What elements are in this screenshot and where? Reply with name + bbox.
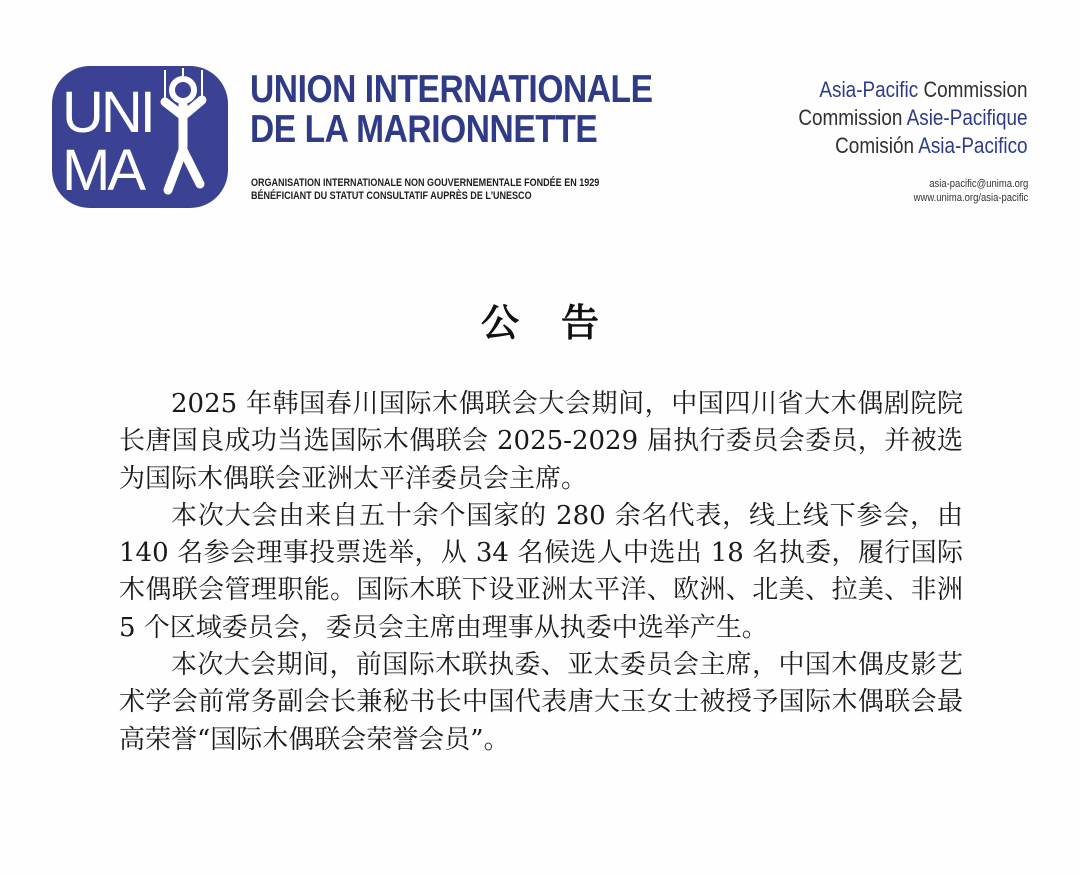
website-base: www.unima.org/ [913,192,981,204]
logo-text-top: UNI [62,80,153,145]
commission-french-word: Commission [798,105,908,130]
contact-email [913,177,1028,191]
notice-paragraph-3: 本次大会期间，前国际木联执委、亚太委员会主席，中国木偶皮影艺术学会前常务副会长兼秘书长中国代表唐大玉女士被授予国际木偶联会最高荣誉“国际木偶联会荣誉会员”。 [119,650,963,755]
email-local-part: asia-pacific [928,178,977,190]
notice-paragraph-2: 本次大会由来自五十余个国家的 280 余名代表，线上线下参会，由 140 名参会理事投票选举，从 34 名候选人中选出 18 名执委，履行国际木偶联会管理职能。国际木联下设亚洲太平洋、欧洲、北美、拉美、非洲 5 个区域委员会，委员会主席由理事从执委中选举产生。 [119,500,963,643]
notice-paragraph-1: 2025 年韩国春川国际木偶联会大会期间，中国四川省大木偶剧院院长唐国良成功当选国际木偶联会 2025-2029 届执行委员会委员，并被选为国际木偶联会亚洲太平洋委员会主席。 [119,389,963,494]
commission-french-region: Asie-Pacifique [907,105,1028,130]
org-subtitle-line2: BÉNÉFICIANT DU STATUT CONSULTATIF AUPRÈS DE L'UNESCO [251,190,532,202]
org-name [250,68,653,151]
commission-english-word: Commission [918,77,1028,102]
org-name-line2: DE LA MARIONNETTE [250,108,598,151]
logo-text-bottom: MA [62,138,143,203]
commission-spanish [799,132,1028,160]
website-path: asia-pacific [980,192,1028,204]
unima-logo [52,66,228,208]
notice-title: 公告 [480,300,641,345]
commission-english [799,76,1028,104]
contact-info [913,177,1028,205]
org-subtitle-line1: ORGANISATION INTERNATIONALE NON GOUVERNEMENTALE FONDÉE EN 1929 [251,177,600,189]
contact-website [913,191,1028,205]
org-name-line1: UNION INTERNATIONALE [250,68,653,111]
commission-spanish-word: Comisión [835,133,919,158]
notice-body [119,386,963,759]
org-subtitle [251,177,599,203]
commission-names [799,76,1028,160]
commission-english-region: Asia-Pacific [819,77,919,102]
commission-spanish-region: Asia-Pacifico [918,133,1028,158]
commission-french [799,104,1028,132]
email-domain: @unima.org [976,178,1028,190]
